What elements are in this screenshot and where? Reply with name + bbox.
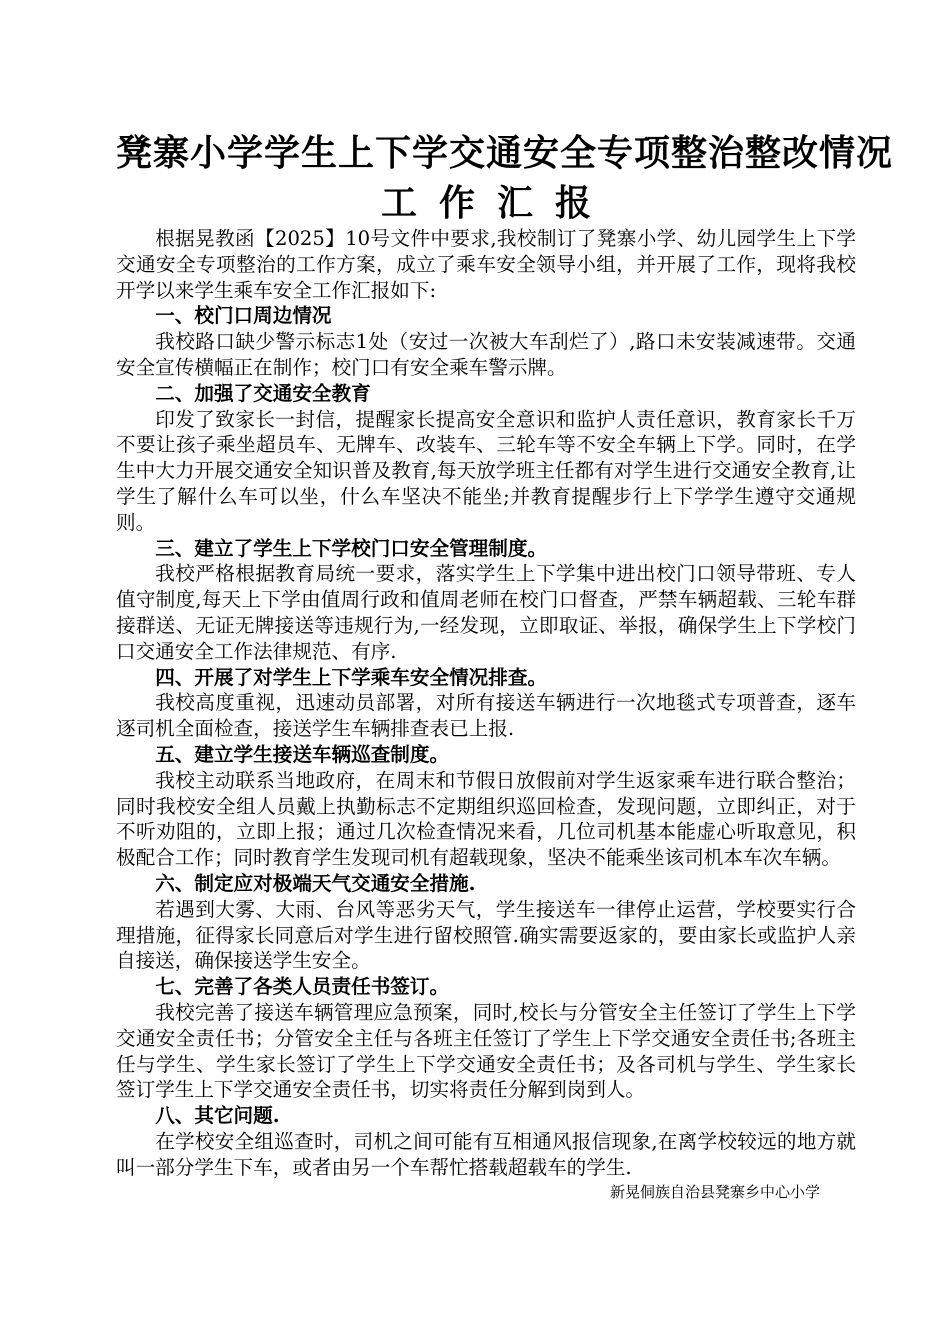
document-title: 凳寨小学学生上下学交通安全专项整治整改情况 bbox=[116, 132, 894, 174]
section-body: 我校高度重视，迅速动员部署，对所有接送车辆进行一次地毯式专项普查，逐车逐司机全面检查，接送学生车辆排查表已上报. bbox=[116, 691, 856, 741]
section-heading: 二、加强了交通安全教育 bbox=[155, 381, 371, 405]
section-body: 在学校安全组巡查时，司机之间可能有互相通风报信现象,在离学校较远的地方就叫一部分学生下车，或者由另一个车帮忙搭载超载车的学生. bbox=[116, 1129, 856, 1179]
section-body: 若遇到大雾、大雨、台风等恶劣天气，学生接送车一律停止运营，学校要实行合理措施，征得家长同意后对学生进行留校照管.确实需要返家的，要由家长或监护人亲自接送，确保接送学生安全。 bbox=[116, 897, 856, 973]
section-heading: 四、开展了对学生上下学乘车安全情况排查。 bbox=[155, 665, 548, 689]
section-7 bbox=[116, 974, 856, 1103]
section-body: 我校主动联系当地政府，在周末和节假日放假前对学生返家乘车进行联合整治；同时我校安全组人员戴上执勤标志不定期组织巡回检查，发现问题，立即纠正，对于不听劝阻的，立即上报；通过几次检查情况来看，几位司机基本能虚心听取意见，积极配合工作；同时教育学生发现司机有超载现象，坚决不能乘坐该司机本车次车辆。 bbox=[116, 768, 856, 870]
section-3 bbox=[116, 536, 856, 665]
section-6 bbox=[116, 871, 856, 974]
section-8 bbox=[116, 1103, 856, 1180]
section-heading: 八、其它问题. bbox=[155, 1104, 280, 1128]
section-heading: 一、校门口周边情况 bbox=[155, 304, 332, 328]
section-4 bbox=[116, 665, 856, 742]
section-heading: 五、建立学生接送车辆巡查制度。 bbox=[155, 742, 450, 766]
section-2 bbox=[116, 381, 856, 536]
section-body: 我校完善了接送车辆管理应急预案，同时,校长与分管安全主任签订了学生上下学交通安全责任书；分管安全主任与各班主任签订了学生上下学交通安全责任书;各班主任与学生、学生家长签订了学生上下学交通安全责任书；及各司机与学生、学生家长签订学生上下学交通安全责任书，切实将责任分解到岗到人。 bbox=[116, 1000, 856, 1102]
section-body: 我校路口缺少警示标志1处（安过一次被大车刮烂了）,路口未安装减速带。交通安全宣传横幅正在制作；校门口有安全乘车警示牌。 bbox=[116, 330, 856, 379]
section-heading: 六、制定应对极端天气交通安全措施. bbox=[155, 871, 476, 895]
section-body: 我校严格根据教育局统一要求，落实学生上下学集中进出校门口领导带班、专人值守制度,每天上下学由值周行政和值周老师在校门口督查，严禁车辆超载、三轮车群接群送、无证无牌接送等违规行为,一经发现，立即取证、举报，确保学生上下学校门口交通安全工作法律规范、有序. bbox=[116, 562, 856, 663]
section-1 bbox=[116, 303, 856, 380]
section-5 bbox=[116, 742, 856, 871]
section-heading: 三、建立了学生上下学校门口安全管理制度。 bbox=[155, 536, 548, 560]
intro-paragraph: 根据晃教函【2025】10号文件中要求,我校制订了凳寨小学、幼儿园学生上下学交通安全专项整治的工作方案，成立了乘车安全领导小组，并开展了工作，现将我校开学以来学生乘车安全工作汇报如下: bbox=[116, 227, 856, 302]
signature: 新晃侗族自治县凳寨乡中心小学 bbox=[609, 1183, 820, 1202]
section-body: 印发了致家长一封信，提醒家长提高安全意识和监护人责任意识，教育家长千万不要让孩子乘坐超员车、无牌车、改装车、三轮车等不安全车辆上下学。同时，在学生中大力开展交通安全知识普及教育,每天放学班主任都有对学生进行交通安全教育,让学生了解什么车可以坐，什么车坚决不能坐;并教育提醒步行上下学学生遵守交通规则。 bbox=[116, 407, 856, 534]
section-heading: 七、完善了各类人员责任书签订。 bbox=[155, 975, 450, 999]
document-subtitle: 工作汇报 bbox=[380, 182, 613, 224]
document-page bbox=[116, 128, 894, 1204]
